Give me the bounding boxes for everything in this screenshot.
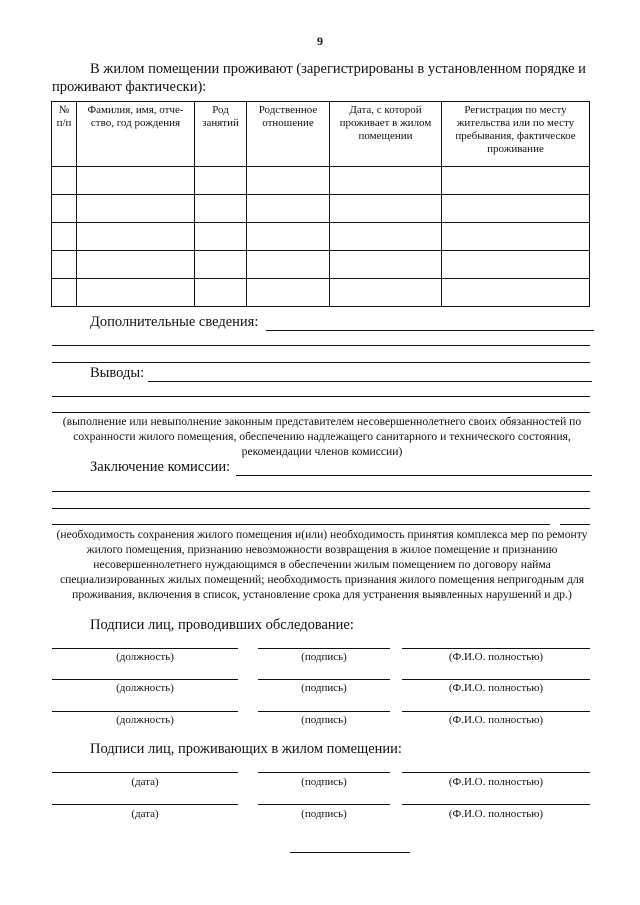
date-caption: (дата) xyxy=(131,776,159,788)
conclusions-label: Выводы: xyxy=(90,365,145,381)
table-cell[interactable] xyxy=(52,279,77,307)
header-residence-date: Дата, с которой проживает в жилом помещении xyxy=(330,102,442,167)
signature-caption: (подпись) xyxy=(301,776,347,788)
full-name-line[interactable] xyxy=(402,648,590,649)
table-row xyxy=(52,279,590,307)
date-caption: (дата) xyxy=(131,808,159,820)
date-line[interactable] xyxy=(52,804,238,805)
table-body xyxy=(52,167,590,307)
conclusions-note: (выполнение или невыполнение законным представителем несовершеннолетнего своих обязанностей по сохранности жилого помещения, обеспечению надлежащего санитарного и технического состояния, рекомендации членов комиссии) xyxy=(62,415,582,458)
table-cell[interactable] xyxy=(247,167,330,195)
full-name-line[interactable] xyxy=(402,679,590,680)
signature-caption: (подпись) xyxy=(301,651,347,663)
table-row xyxy=(52,223,590,251)
table-cell[interactable] xyxy=(195,167,247,195)
table-cell[interactable] xyxy=(247,195,330,223)
signature-line[interactable] xyxy=(258,772,390,773)
full-name-line[interactable] xyxy=(402,804,590,805)
position-caption: (должность) xyxy=(116,651,174,663)
table-row xyxy=(52,195,590,223)
table-cell[interactable] xyxy=(330,195,442,223)
table-cell[interactable] xyxy=(330,167,442,195)
conclusions-line[interactable] xyxy=(148,381,592,382)
position-line[interactable] xyxy=(52,711,238,712)
header-number: № п/п xyxy=(52,102,77,167)
table-cell[interactable] xyxy=(442,195,590,223)
position-line[interactable] xyxy=(52,648,238,649)
table-cell[interactable] xyxy=(52,167,77,195)
header-relationship: Родственное отношение xyxy=(247,102,330,167)
full-name-caption: (Ф.И.О. полностью) xyxy=(448,776,544,788)
commission-conclusion-label: Заключение комиссии: xyxy=(90,459,231,475)
signature-caption: (подпись) xyxy=(301,808,347,820)
signature-line[interactable] xyxy=(258,804,390,805)
table-row xyxy=(52,167,590,195)
conclusions-line[interactable] xyxy=(52,396,590,397)
signature-caption: (подпись) xyxy=(301,714,347,726)
page-number: 9 xyxy=(317,34,323,48)
commission-conclusion-line[interactable] xyxy=(52,508,590,509)
header-full-name: Фамилия, имя, отче-ство, год рождения xyxy=(77,102,195,167)
table-cell[interactable] xyxy=(442,251,590,279)
commission-conclusion-line[interactable] xyxy=(560,524,590,525)
table-cell[interactable] xyxy=(52,251,77,279)
full-name-caption: (Ф.И.О. полностью) xyxy=(448,714,544,726)
table-cell[interactable] xyxy=(442,167,590,195)
table-cell[interactable] xyxy=(195,195,247,223)
residents-table xyxy=(51,101,590,307)
full-name-line[interactable] xyxy=(402,772,590,773)
table-cell[interactable] xyxy=(247,251,330,279)
table-cell[interactable] xyxy=(195,251,247,279)
table-cell[interactable] xyxy=(247,223,330,251)
table-row xyxy=(52,251,590,279)
date-line[interactable] xyxy=(52,772,238,773)
table-cell[interactable] xyxy=(442,279,590,307)
signature-line[interactable] xyxy=(258,679,390,680)
signature-line[interactable] xyxy=(258,711,390,712)
table-cell[interactable] xyxy=(77,279,195,307)
full-name-caption: (Ф.И.О. полностью) xyxy=(448,651,544,663)
commission-conclusion-line[interactable] xyxy=(52,491,590,492)
table-cell[interactable] xyxy=(247,279,330,307)
full-name-line[interactable] xyxy=(402,711,590,712)
table-cell[interactable] xyxy=(77,223,195,251)
inspectors-signatures-label: Подписи лиц, проводивших обследование: xyxy=(90,617,354,633)
header-occupation: Род занятий xyxy=(195,102,247,167)
table-cell[interactable] xyxy=(52,223,77,251)
residents-signatures-label: Подписи лиц, проживающих в жилом помещении: xyxy=(90,741,402,757)
table-cell[interactable] xyxy=(77,251,195,279)
additional-info-line[interactable] xyxy=(52,345,590,346)
table-cell[interactable] xyxy=(195,223,247,251)
position-line[interactable] xyxy=(52,679,238,680)
full-name-caption: (Ф.И.О. полностью) xyxy=(448,682,544,694)
signature-caption: (подпись) xyxy=(301,682,347,694)
table-cell[interactable] xyxy=(442,223,590,251)
commission-conclusion-line[interactable] xyxy=(52,524,550,525)
table-cell[interactable] xyxy=(77,195,195,223)
table-cell[interactable] xyxy=(52,195,77,223)
table-header-row xyxy=(52,102,590,167)
table-cell[interactable] xyxy=(330,279,442,307)
commission-conclusion-line[interactable] xyxy=(236,475,592,476)
additional-info-label: Дополнительные сведения: xyxy=(90,314,259,330)
table-cell[interactable] xyxy=(77,167,195,195)
table-cell[interactable] xyxy=(330,251,442,279)
additional-info-line[interactable] xyxy=(266,330,594,331)
header-registration: Регистрация по месту жительства или по месту пребывания, фактическое проживание xyxy=(442,102,590,167)
commission-note: (необходимость сохранения жилого помещения и(или) необходимость принятия комплекса мер по ремонту жилого помещения, признанию невозможности возвращения в жилое помещение и признанию несовершеннолетнего нуждающимся в обеспечении жилым помещением по договору найма специализированных жилых помещений; необходимость признания жилого помещения непригодным для проживания, включения в список, установление срока для устранения выявленных нарушений и др.) xyxy=(56,528,588,601)
signature-line[interactable] xyxy=(258,648,390,649)
position-caption: (должность) xyxy=(116,682,174,694)
additional-info-line[interactable] xyxy=(52,362,590,363)
position-caption: (должность) xyxy=(116,714,174,726)
footer-divider xyxy=(290,852,410,853)
table-cell[interactable] xyxy=(330,223,442,251)
full-name-caption: (Ф.И.О. полностью) xyxy=(448,808,544,820)
intro-text: В жилом помещении проживают (зарегистрированы в установленном порядке и проживают фактически): xyxy=(52,61,586,95)
table-cell[interactable] xyxy=(195,279,247,307)
conclusions-line[interactable] xyxy=(52,412,590,413)
